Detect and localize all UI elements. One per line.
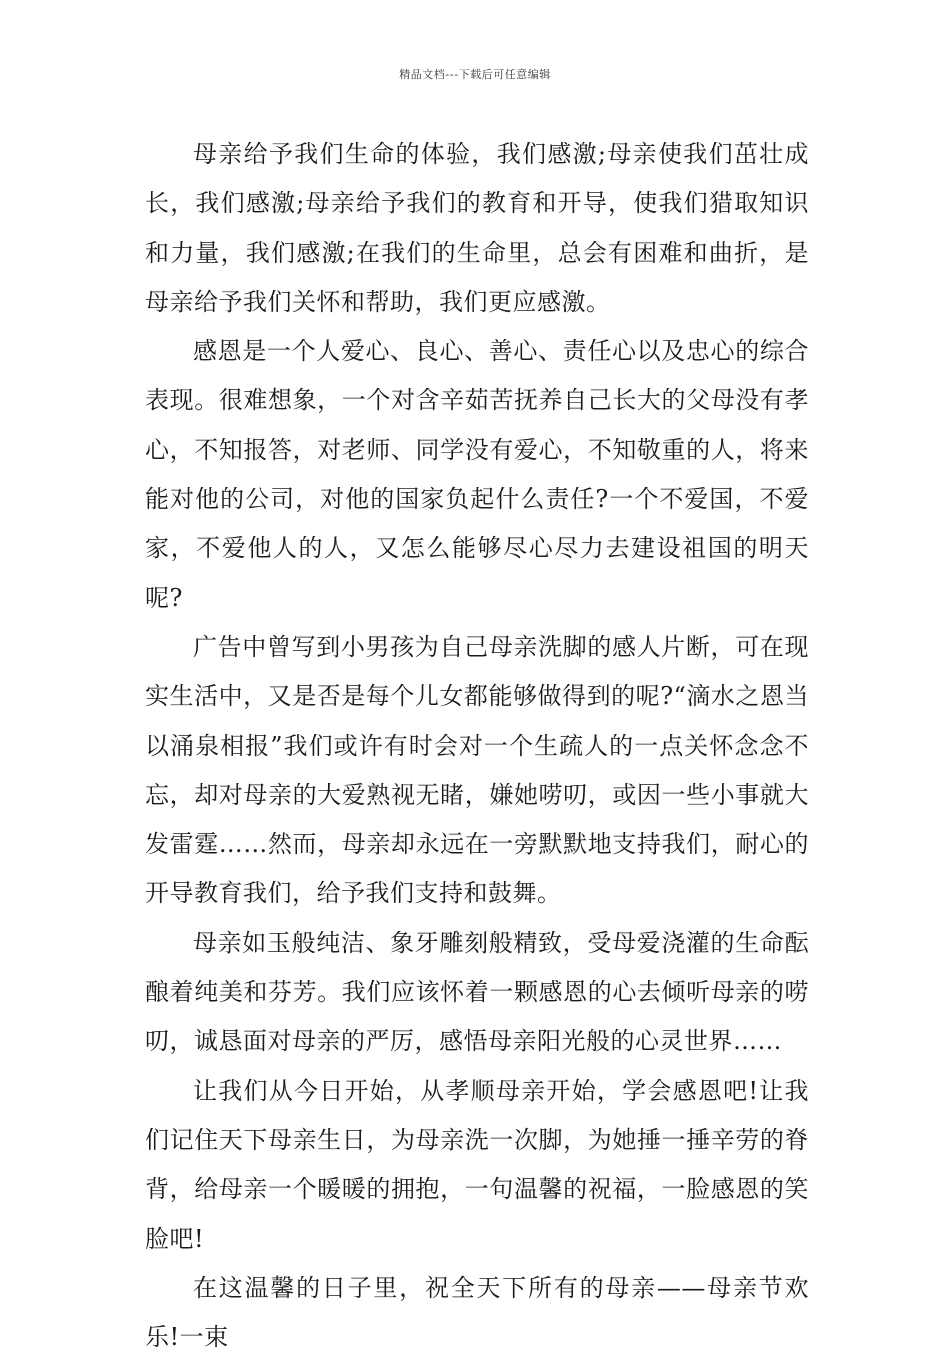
page-header: 精品文档---下载后可任意编辑 [399,68,551,81]
paragraph-4: 母亲如玉般纯洁、象牙雕刻般精致，受母爱浇灌的生命酝酿着纯美和芬芳。我们应该怀着一颗感恩的心去倾听母亲的唠叨，诚恳面对母亲的严厉，感悟母亲阳光般的心灵世界…… [145,928,809,1056]
paragraph-2: 感恩是一个人爱心、良心、善心、责任心以及忠心的综合表现。很难想象，一个对含辛茹苦抚养自己长大的父母没有孝心，不知报答，对老师、同学没有爱心，不知敬重的人，将来能对他的公司，对他的国家负起什么责任?一个不爱国，不爱家，不爱他人的人，又怎么能够尽心尽力去建设祖国的明天呢? [145,337,809,612]
paragraph-3: 广告中曾写到小男孩为自己母亲洗脚的感人片断，可在现实生活中，又是否是每个儿女都能够做得到的呢?“滴水之恩当以涌泉相报”我们或许有时会对一个生疏人的一点关怀念念不忘，却对母亲的大爱熟视无睹，嫌她唠叨，或因一些小事就大发雷霆……然而，母亲却永远在一旁默默地支持我们，耐心的开导教育我们，给予我们支持和鼓舞。 [145,632,809,908]
paragraph-1: 母亲给予我们生命的体验，我们感激;母亲使我们茁壮成长，我们感激;母亲给予我们的教育和开导，使我们猎取知识和力量，我们感激;在我们的生命里，总会有困难和曲折，是母亲给予我们关怀和帮助，我们更应感激。 [145,140,809,316]
paragraph-6: 在这温馨的日子里，祝全天下所有的母亲——母亲节欢乐!一束 [145,1273,809,1352]
paragraph-5: 让我们从今日开始，从孝顺母亲开始，学会感恩吧!让我们记住天下母亲生日，为母亲洗一次脚，为她捶一捶辛劳的脊背，给母亲一个暖暖的拥抱，一句温馨的祝福，一脸感恩的笑脸吧! [145,1076,809,1253]
document-body [145,130,809,1362]
